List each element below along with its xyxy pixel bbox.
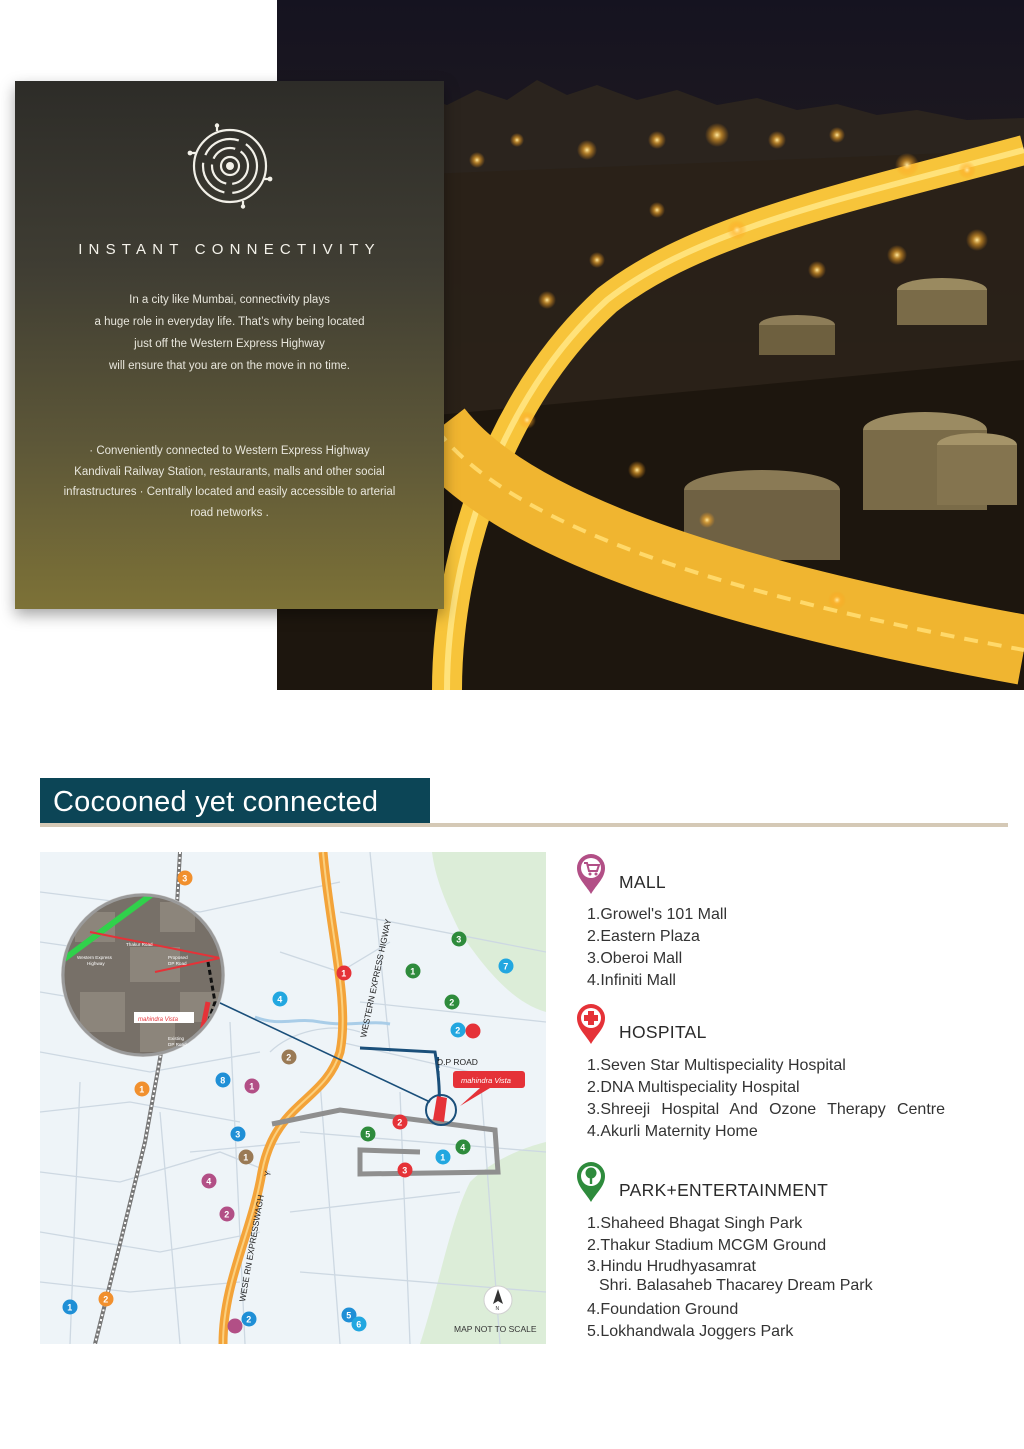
list-item: 5.Lokhandwala Joggers Park (587, 1323, 794, 1340)
legend-park-list (587, 1213, 873, 1343)
pin-red-3 (398, 1163, 413, 1178)
svg-text:2: 2 (286, 1052, 292, 1063)
bullet-line: road networks . (190, 506, 269, 519)
connectivity-intro (55, 289, 404, 377)
medical-cross-pin-icon (575, 1002, 607, 1046)
pin-orange-2 (99, 1292, 114, 1307)
pin-cyan-6 (352, 1317, 367, 1332)
svg-text:1: 1 (67, 1302, 73, 1313)
connectivity-bullets (41, 441, 418, 523)
pin-blue-4 (273, 992, 288, 1007)
zoom-inset (60, 892, 240, 1062)
svg-text:1: 1 (249, 1081, 255, 1092)
list-item: 2.DNA Multispeciality Hospital (587, 1079, 800, 1096)
svg-text:1: 1 (341, 968, 347, 979)
pin-blue-8 (216, 1073, 231, 1088)
svg-text:1: 1 (410, 966, 416, 977)
green-area (432, 852, 546, 1012)
shopping-cart-pin-icon (575, 852, 607, 896)
location-map (40, 852, 546, 1344)
svg-text:3: 3 (402, 1165, 408, 1176)
list-item: 1.Shaheed Bhagat Singh Park (587, 1215, 803, 1232)
pin-green-5 (361, 1127, 376, 1142)
svg-text:4: 4 (460, 1142, 466, 1153)
svg-text:3: 3 (182, 873, 188, 884)
pin-red-1 (337, 966, 352, 981)
svg-text:5: 5 (346, 1310, 352, 1321)
list-item: 4.Infiniti Mall (587, 972, 676, 989)
bullet-line: · Conveniently connected to Western Express Highway (89, 445, 370, 457)
pin-green-4 (456, 1140, 471, 1155)
legend-hospital-heading: HOSPITAL (619, 1022, 707, 1042)
svg-text:1: 1 (139, 1084, 145, 1095)
legend-mall-heading: MALL (619, 872, 666, 892)
pin-blue-1-bottom (63, 1300, 78, 1315)
legend-park-heading: PARK+ENTERTAINMENT (619, 1180, 829, 1200)
list-item: 1.Seven Star Multispeciality Hospital (587, 1057, 846, 1074)
legend-mall-list (587, 904, 727, 992)
svg-text:2: 2 (224, 1209, 230, 1220)
list-item: 2.Eastern Plaza (587, 928, 700, 945)
pin-blue-3 (231, 1127, 246, 1142)
bullet-line: infrastructures · Centrally located and easily accessible to arterial (63, 486, 396, 498)
svg-text:6: 6 (356, 1319, 362, 1330)
list-item: 3.Hindu Hrudhyasamrat (587, 1258, 756, 1275)
highway-label-y: Y (262, 1170, 273, 1178)
list-item: Shri. Balasaheb Thacarey Dream Park (599, 1277, 873, 1294)
intro-line: In a city like Mumbai, connectivity plays (129, 294, 330, 306)
pin-red-4 (466, 1024, 481, 1039)
pin-brown-2 (282, 1050, 297, 1065)
pin-purple-2 (220, 1207, 235, 1222)
zoom-thakur-road: Thakur Road (126, 942, 153, 947)
pin-orange-1 (135, 1082, 150, 1097)
zoom-proposed-line1: Proposed (168, 955, 188, 960)
zoom-weh-line1: Western Express (77, 955, 112, 960)
svg-text:2: 2 (246, 1314, 252, 1325)
svg-text:8: 8 (220, 1075, 226, 1086)
svg-text:7: 7 (503, 961, 509, 972)
svg-text:2: 2 (103, 1294, 109, 1305)
circuit-target-icon (187, 123, 273, 209)
pin-red-2 (393, 1115, 408, 1130)
zoom-existing-line1: Existing (168, 1036, 185, 1041)
pin-orange-3 (178, 871, 193, 886)
svg-text:1: 1 (440, 1152, 446, 1163)
section-divider (40, 823, 1008, 827)
highway-label-bottom: WESE RN EXPRESSWAGH (237, 1193, 266, 1303)
pin-brown-1 (239, 1150, 254, 1165)
svg-text:3: 3 (235, 1129, 241, 1140)
pin-blue-2-site (451, 1023, 466, 1038)
list-item: 1.Growel's 101 Mall (587, 906, 727, 923)
intro-line: just off the Western Express Highway (134, 338, 325, 350)
north-label: N (495, 1306, 500, 1312)
pin-purple-1 (245, 1079, 260, 1094)
svg-text:2: 2 (449, 997, 455, 1008)
tree-pin-icon (575, 1160, 607, 1204)
zoom-existing-line2: DP Road (168, 1042, 187, 1047)
svg-text:3: 3 (456, 934, 462, 945)
svg-text:4: 4 (206, 1176, 212, 1187)
section-title: Cocooned yet connected (53, 786, 379, 818)
dp-road-label: D.P ROAD (437, 1057, 478, 1067)
pin-purple-3 (228, 1319, 243, 1334)
list-item: 4.Foundation Ground (587, 1301, 739, 1318)
list-item: 3.Oberoi Mall (587, 950, 683, 967)
pin-blue-2-bottom (242, 1312, 257, 1327)
list-item: 2.Thakur Stadium MCGM Ground (587, 1237, 827, 1254)
pin-purple-4 (202, 1174, 217, 1189)
intro-line: will ensure that you are on the move in no time. (109, 360, 350, 372)
project-tag: mahindra Vista (461, 1076, 511, 1085)
svg-text:2: 2 (397, 1117, 403, 1128)
svg-text:4: 4 (277, 994, 283, 1005)
zoom-weh-line2: Highway (87, 961, 105, 966)
pin-green-1 (406, 964, 421, 979)
svg-text:5: 5 (365, 1129, 371, 1140)
bullet-line: Kandivali Railway Station, restaurants, malls and other social (74, 465, 385, 478)
pin-green-3 (452, 932, 467, 947)
svg-text:2: 2 (455, 1025, 461, 1036)
scale-note: MAP NOT TO SCALE (454, 1324, 537, 1334)
connectivity-title: INSTANT CONNECTIVITY (78, 241, 381, 258)
highway-label-top: WESTERN EXPRESS HIGWAY (358, 918, 394, 1039)
zoom-proposed-line2: DP Road (168, 961, 187, 966)
list-item: 3.Shreeji Hospital And Ozone Therapy Centre 4.Akurli Maternity Home (587, 1101, 945, 1140)
intro-line: a huge role in everyday life. That’s why being located (94, 316, 365, 328)
svg-text:1: 1 (243, 1152, 249, 1163)
legend-hospital-list (587, 1055, 945, 1143)
zoom-brand: mahindra Vista (138, 1017, 178, 1023)
pin-blue-1 (436, 1150, 451, 1165)
pin-cyan-7 (499, 959, 514, 974)
connectivity-panel (15, 81, 444, 609)
pin-green-2 (445, 995, 460, 1010)
